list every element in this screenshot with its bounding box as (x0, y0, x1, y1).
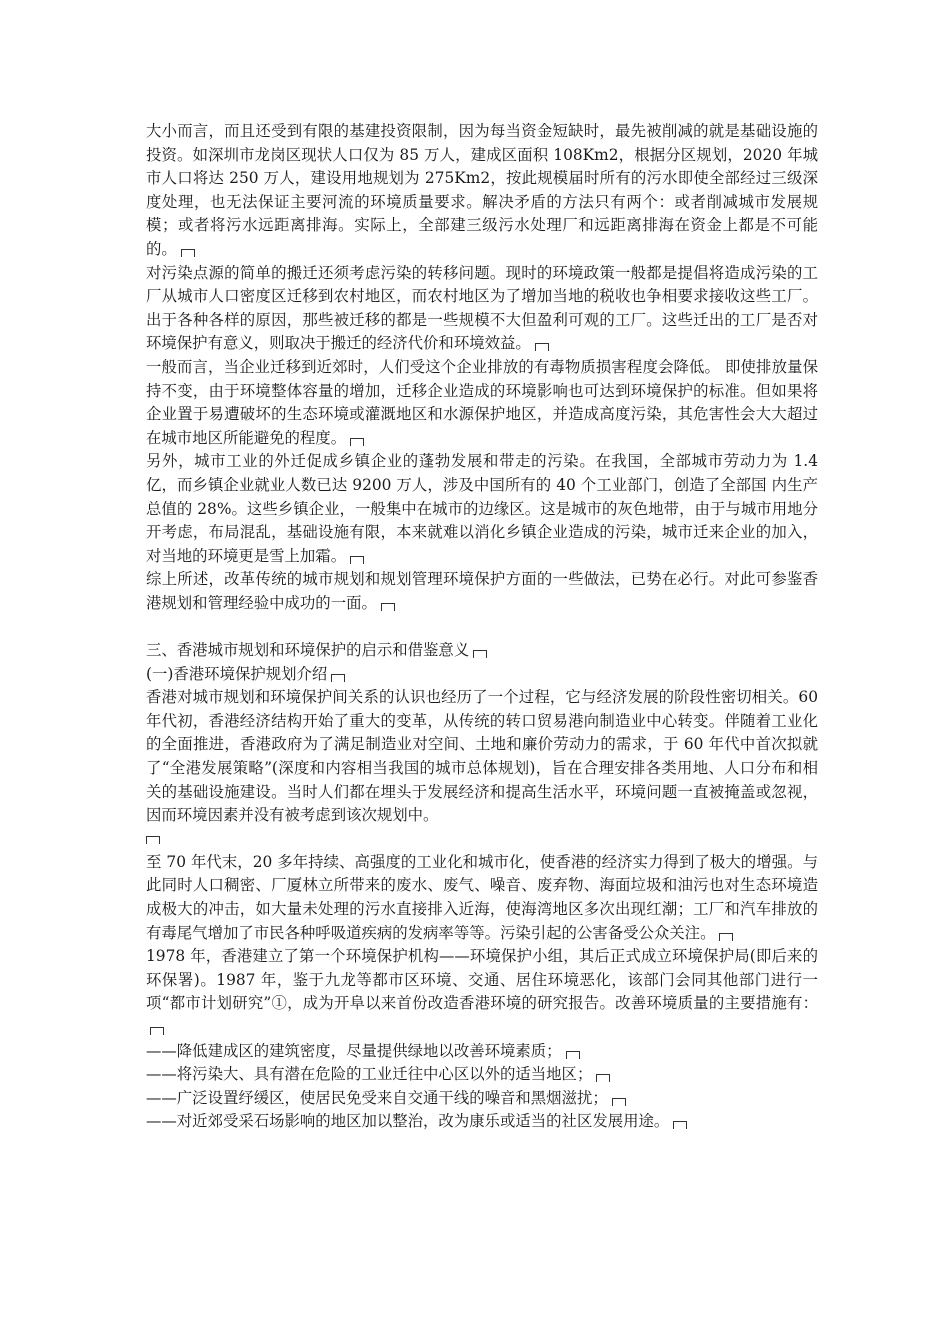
paragraph-hk-history: 香港对城市规划和环境保护间关系的认识也经历了一个过程，它与经济发展的阶段性密切相关。60 年代初，香港经济结构开始了重大的变革，从传统的转口贸易港向制造业中心转变。伴随着工业化的全面推进，香港政府为了满足制造业对空间、土地和廉价劳动力的需求，于 60 年代中首次拟就了“全港发展策略”(深度和内容相当我国的城市总体规划)，旨在合理安排各类用地、人口分布和相关的基础设施建设。当时人们都在埋头于发展经济和提高生活水平，环境问题一直被掩盖或忽视，因而环境因素并没有被考虑到该次规划中。 (146, 688, 818, 825)
paragraph-suburb-relocation: 一般而言，当企业迁移到近郊时，人们受这个企业排放的有毒物质损害程度会降低。 即使排放量保持不变，由于环境整体容量的增加，迁移企业造成的环境影响也可达到环境保护的标准。但如果将企业置于易遭破坏的生态环境或灌溉地区和水源保护地区，并造成高度污染，其危害性会大大超过在城市地区所能避免的程度。 (146, 357, 818, 447)
paragraph-mark-icon (673, 1121, 687, 1129)
paragraph-funding: 大小而言，而且还受到有限的基建投资限制，因为每当资金短缺时，最先被削减的就是基础设施的投资。如深圳市龙岗区现状人口仅为 85 万人，建成区面积 108Km2，根据分区规划，2020 年城市人口将达 250 万人，建设用地规划为 275Km2，按此规模届时所有的污水即使全部经过三级深度处理，也无法保证主要河流的环境质量要求。解决矛盾的方法只有两个：或者削减城市发展规模；或者将污水远距离排海。实际上，全部建三级污水处理厂和远距离排海在资金上都是不可能的。 (146, 122, 818, 258)
paragraph-1978: 1978 年，香港建立了第一个环境保护机构——环境保护小组，其后正式成立环境保护局(即后来的环保署)。1987 年，鉴于九龙等都市区环境、交通、居住环境恶化，该部门会同其他部门进行一项“都市计划研究”①，成为开阜以来首份改造香港环境的研究报告。改善环境质量的主要措施有： (146, 945, 818, 1039)
paragraph-mark-icon (612, 1098, 626, 1106)
paragraph-70s: 至 70 年代末，20 多年持续、高强度的工业化和城市化，使香港的经济实力得到了极大的增强。与此同时人口稠密、厂厦林立所带来的废水、废气、噪音、废弃物、海面垃圾和油污也对生态环境造成极大的冲击，如大量未处理的污水直接排入近海，使海湾地区多次出现红潮；工厂和汽车排放的有毒尾气增加了市民各种呼吸道疾病的发病率等等。污染引起的公害备受公众关注。 (146, 852, 818, 942)
subsection-heading: (一)香港环境保护规划介绍 (146, 663, 818, 687)
paragraph-pollution-relocation: 对污染点源的简单的搬迁还须考虑污染的转移问题。现时的环境政策一般都是提倡将造成污染的工厂从城市人口密度区迁移到农村地区，而农村地区为了增加当地的税收也争相要求接收这些工厂。出于各种各样的原因，那些被迁移的都是一些规模不大但盈利可观的工厂。这些迁出的工厂是否对环境保护有意义，则取决于搬迁的经济代价和环境效益。 (146, 263, 818, 353)
paragraph-mark-icon (350, 438, 364, 446)
list-item: ——对近郊受采石场影响的地区加以整治，改为康乐或适当的社区发展用途。 (146, 1110, 818, 1134)
paragraph-mark-icon (150, 1027, 164, 1035)
paragraph-mark-icon (719, 933, 733, 941)
paragraph-township-enterprises: 另外，城市工业的外迁促成乡镇企业的蓬勃发展和带走的污染。在我国，全部城市劳动力为 1.4 亿，而乡镇企业就业人数已达 9200 万人，涉及中国所有的 40 个工业部门，创造了全部国 内生产总值的 28%。这些乡镇企业，一般集中在城市的边缘区。这是城市的灰色地带，由于与城市用地分开考虑，布局混乱，基础设施有限，本来就难以消化乡镇企业造成的污染，城市迁来企业的加入，对当地的环境更是雪上加霜。 (146, 452, 818, 565)
list-item: ——广泛设置纾缓区，使居民免受来自交通干线的噪音和黑烟滋扰； (146, 1087, 818, 1111)
paragraph-mark-icon (596, 1074, 610, 1082)
list-item: ——降低建成区的建筑密度，尽量提供绿地以改善环境素质； (146, 1040, 818, 1064)
document-body (146, 120, 818, 1134)
paragraph-mark-icon (331, 674, 345, 682)
paragraph-mark-icon (535, 343, 549, 351)
list-item: ——将污染大、具有潜在危险的工业迁往中心区以外的适当地区； (146, 1063, 818, 1087)
paragraph-mark-icon (146, 836, 160, 844)
paragraph-mark-icon (473, 650, 487, 658)
paragraph-mark-icon (181, 249, 195, 257)
section-heading: 三、香港城市规划和环境保护的启示和借鉴意义 (146, 639, 818, 663)
paragraph-mark-icon (566, 1051, 580, 1059)
paragraph-mark-icon (381, 603, 395, 611)
blank-line (146, 615, 818, 639)
paragraph-mark-icon (350, 556, 364, 564)
paragraph-summary: 综上所述，改革传统的城市规划和规划管理环境保护方面的一些做法，已势在必行。对此可参鉴香港规划和管理经验中成功的一面。 (146, 570, 818, 612)
